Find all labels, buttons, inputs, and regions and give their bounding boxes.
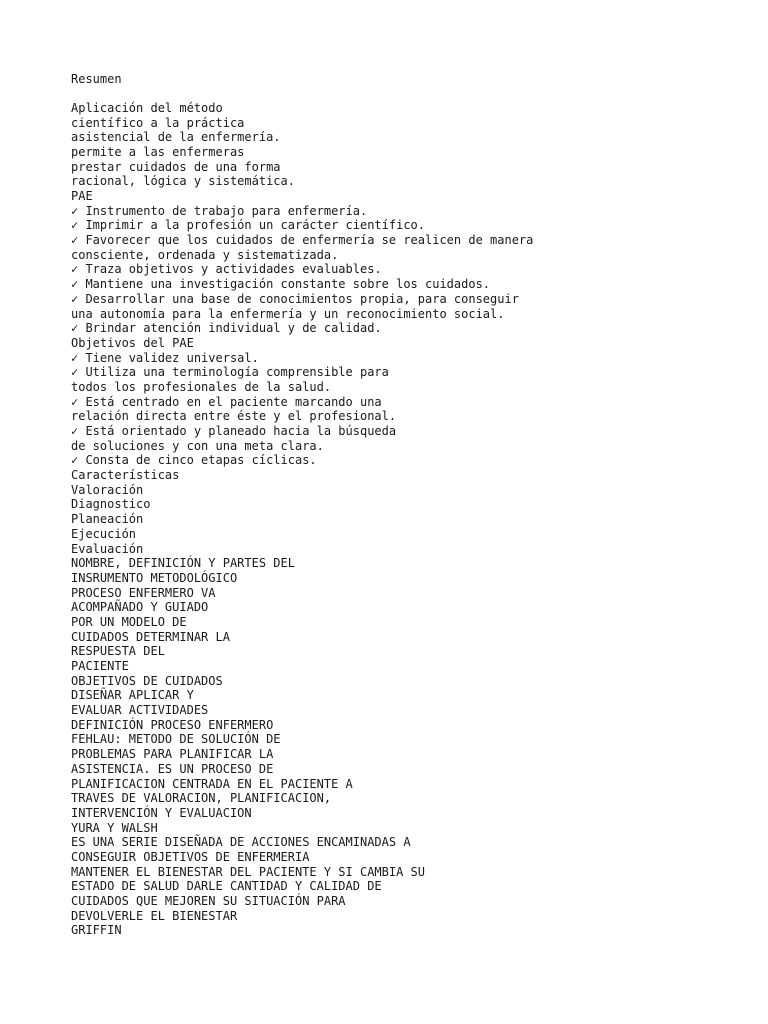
text-line: Diagnostico [71, 497, 151, 512]
text-line: INTERVENCIÓN Y EVALUACION [71, 805, 252, 820]
text-line: asistencial de la enfermería. [71, 130, 281, 145]
text-line: ASISTENCIA. ES UN PROCESO DE [71, 761, 274, 776]
text-line: ES UNA SERIE DISEÑADA DE ACCIONES ENCAMINADAS A [71, 835, 411, 850]
text-line: RESPUESTA DEL [71, 644, 165, 659]
text-line: Evaluación [71, 541, 144, 556]
text-line: ✓ Está orientado y planeado hacia la búsqueda [71, 424, 397, 438]
text-line: INSRUMENTO METODOLÓGICO [71, 570, 238, 585]
text-line: de soluciones y con una meta clara. [71, 438, 324, 453]
text-line: prestar cuidados de una forma [71, 159, 281, 174]
text-line: ✓ Consta de cinco etapas cíclicas. [71, 453, 317, 468]
text-line: MANTENER EL BIENESTAR DEL PACIENTE Y SI CAMBIA SU [71, 864, 426, 879]
text-line: Características [71, 468, 180, 483]
text-line: Aplicación del método [71, 100, 223, 115]
text-line: PLANIFICACION CENTRADA EN EL PACIENTE A [71, 776, 353, 791]
text-line: DISEÑAR APLICAR Y [71, 688, 194, 703]
document-body [71, 72, 533, 939]
text-line: NOMBRE, DEFINICIÓN Y PARTES DEL [71, 556, 295, 571]
text-line: Valoración [71, 482, 144, 497]
text-line: PROBLEMAS PARA PLANIFICAR LA [71, 747, 274, 762]
text-line: científico a la práctica [71, 115, 245, 130]
text-line: Ejecución [71, 526, 137, 541]
text-line: ✓ Desarrollar una base de conocimientos propia, para conseguir [71, 291, 519, 306]
text-line: Resumen [71, 71, 122, 86]
text-line: Objetivos del PAE [71, 335, 194, 350]
text-line: ✓ Está centrado en el paciente marcando una [71, 394, 382, 409]
text-line: relación directa entre éste y el profesional. [71, 409, 397, 424]
text-line: ACOMPAÑADO Y GUIADO [71, 600, 209, 615]
text-line: EVALUAR ACTIVIDADES [71, 703, 209, 718]
text-line: ✓ Instrumento de trabajo para enfermería. [71, 203, 368, 218]
text-line: ✓ Brindar atención individual y de calidad. [71, 321, 382, 336]
blank-line [71, 86, 533, 101]
text-line: PROCESO ENFERMERO VA [71, 585, 216, 600]
text-line: racional, lógica y sistemática. [71, 174, 295, 189]
text-line: permite a las enfermeras [71, 144, 245, 159]
text-line: ✓ Mantiene una investigación constante sobre los cuidados. [71, 277, 491, 292]
text-line: GRIFFIN [71, 923, 122, 938]
text-line: ✓ Traza objetivos y actividades evaluables. [71, 262, 382, 277]
text-line: DEFINICIÓN PROCESO ENFERMERO [71, 717, 274, 732]
text-line: TRAVES DE VALORACION, PLANIFICACION, [71, 791, 332, 806]
text-line: CUIDADOS QUE MEJOREN SU SITUACIÓN PARA [71, 894, 346, 908]
text-line: CUIDADOS DETERMINAR LA [71, 629, 230, 644]
text-line: consciente, ordenada y sistematizada. [71, 247, 339, 262]
text-line: POR UN MODELO DE [71, 614, 187, 629]
text-line: ✓ Tiene validez universal. [71, 350, 259, 365]
text-line: YURA Y WALSH [71, 820, 158, 835]
text-line: OBJETIVOS DE CUIDADOS [71, 673, 223, 688]
text-line: ✓ Favorecer que los cuidados de enfermería se realicen de manera [71, 233, 534, 248]
text-line: DEVOLVERLE EL BIENESTAR [71, 908, 238, 923]
text-line: Planeación [71, 512, 144, 527]
text-line: ESTADO DE SALUD DARLE CANTIDAD Y CALIDAD DE [71, 879, 382, 894]
text-line: PACIENTE [71, 659, 129, 673]
text-line: CONSEGUIR OBJETIVOS DE ENFERMERIA [71, 849, 310, 864]
text-line: todos los profesionales de la salud. [71, 379, 332, 394]
text-line: una autonomía para la enfermería y un reconocimiento social. [71, 306, 505, 321]
text-line: ✓ Utiliza una terminología comprensible para [71, 365, 389, 380]
text-line: FEHLAU: METODO DE SOLUCIÓN DE [71, 732, 281, 747]
text-line: PAE [71, 189, 93, 203]
text-line: ✓ Imprimir a la profesión un carácter científico. [71, 218, 426, 233]
